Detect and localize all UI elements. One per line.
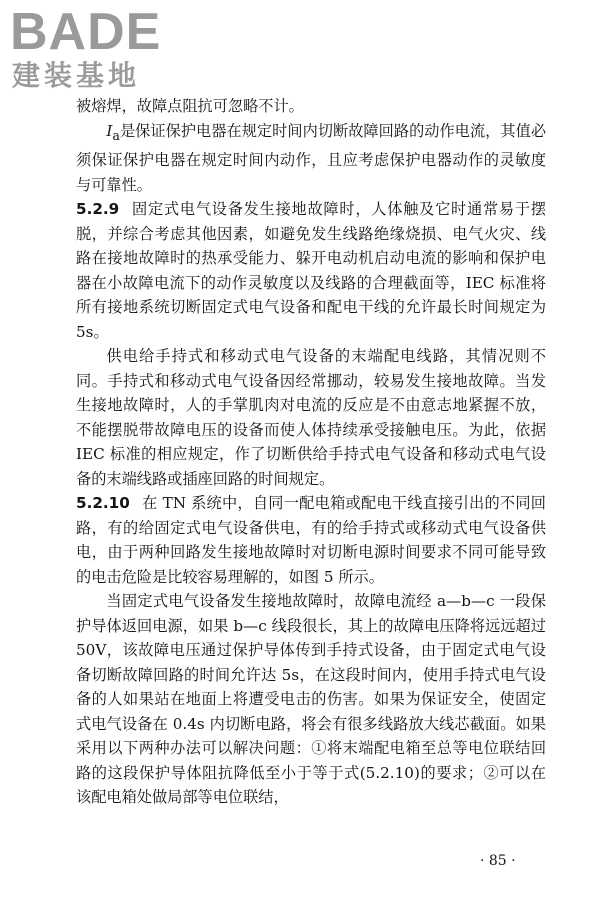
logo-wordmark: BADE [10, 3, 162, 61]
symbol-subscript: a [112, 127, 120, 143]
paragraph-fault-analysis [76, 589, 546, 810]
logo-subtitle: 建装基地 [12, 59, 141, 92]
section-number: 5.2.9 [76, 200, 120, 219]
paragraph-ia-definition [76, 119, 546, 198]
logo [10, 4, 190, 96]
section-5-2-10 [76, 491, 546, 589]
section-5-2-9 [76, 197, 546, 344]
paragraph-text: 被熔焊，故障点阻抗可忽略不计。 [76, 97, 304, 115]
paragraph-text: 是保证保护电器在规定时间内切断故障回路的动作电流，其值必须保证保护电器在规定时间内动作，且应考虑保护电器动作的灵敏度与可靠性。 [76, 121, 546, 194]
page-number: · 85 · [480, 853, 516, 869]
paragraph-portable-equipment [76, 344, 546, 491]
paragraph-continuation [76, 94, 546, 119]
paragraph-text: 在 TN 系统中，自同一配电箱或配电干线直接引出的不同回路，有的给固定式电气设备供电，有的给手持式或移动式电气设备供电，由于两种回路发生接地故障时对切断电源时间要求不同可能导致的电击危险是比较容易理解的，如图 5 所示。 [76, 494, 546, 586]
paragraph-text: 当固定式电气设备发生接地故障时，故障电流经 a—b—c 一段保护导体返回电源，如果 b—c 线段很长，其上的故障电压降将远远超过 50V，该故障电压通过保护导体传到手持式设备，由于固定式电气设备切断故障回路的时间允许达 5s，在这段时间内，使用手持式电气设备的人如果站在地面上将遭受电击的伤害。如果为保证安全，使固定式电气设备在 0.4s 内切断电路，将会有很多线路放大线芯截面。如果采用以下两种办法可以解决问题：①将末端配电箱至总等电位联结回路的这段保护导体阻抗降低至小于等于式(5.2.10)的要求；②可以在该配电箱处做局部等电位联结， [76, 592, 546, 807]
section-number: 5.2.10 [76, 494, 130, 513]
document-body [76, 94, 546, 810]
paragraph-text: 固定式电气设备发生接地故障时，人体触及它时通常易于摆脱，并综合考虑其他因素，如避免发生线路绝缘烧损、电气火灾、线路在接地故障时的热承受能力、躲开电动机启动电流的影响和保护电器在小故障电流下的动作灵敏度以及线路的合理截面等，IEC 标准将所有接地系统切断固定式电气设备和配电干线的允许最长时间规定为 5s。 [76, 200, 546, 341]
paragraph-text: 供电给手持式和移动式电气设备的末端配电线路，其情况则不同。手持式和移动式电气设备因经常挪动，较易发生接地故障。当发生接地故障时，人的手掌肌肉对电流的反应是不由意志地紧握不放，不能摆脱带故障电压的设备而使人体持续承受接触电压。为此，依据 IEC 标准的相应规定，作了切断供给手持式电气设备和移动式电气设备的末端线路或插座回路的时间规定。 [76, 347, 546, 488]
symbol-i: I [106, 121, 113, 140]
